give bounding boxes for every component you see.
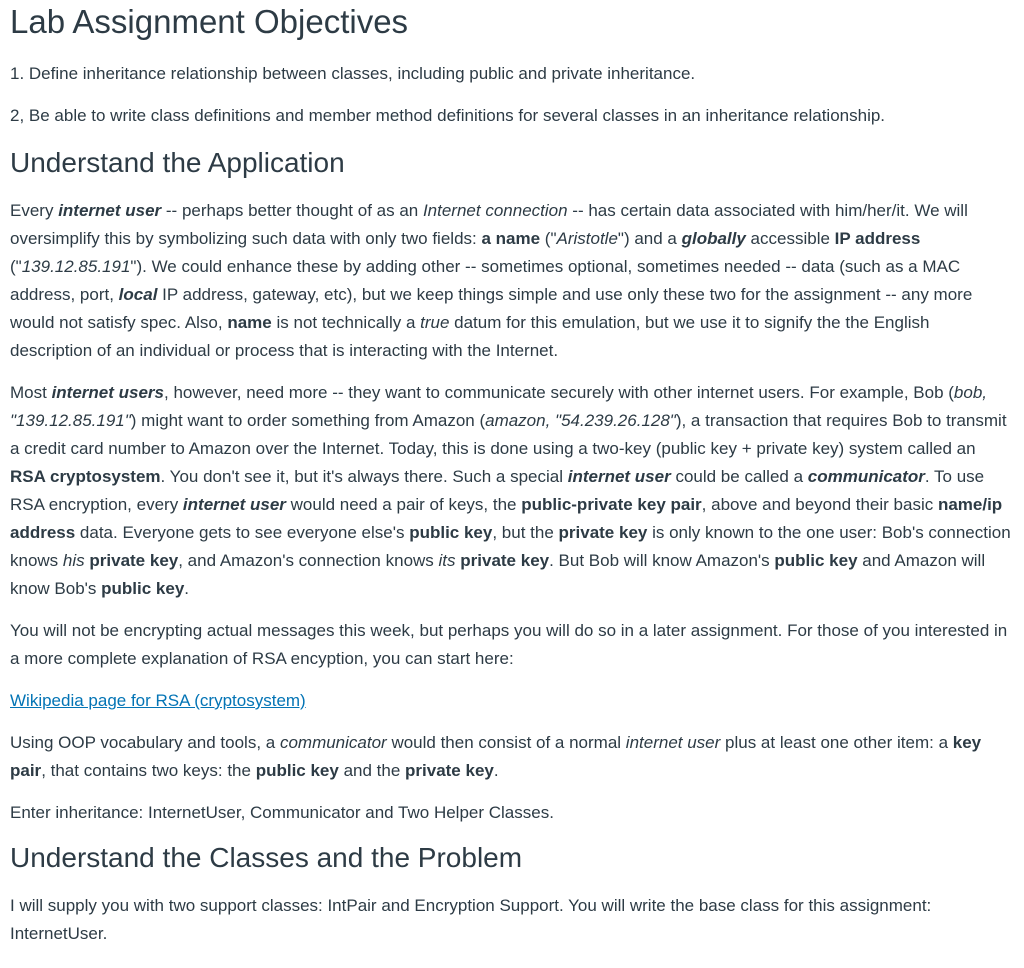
text-segment: Internet connection (422, 201, 568, 220)
text-segment: is not technically a (271, 313, 421, 332)
text-segment: , however, need more -- they want to communicate securely with other internet users. For example, Bob ( (164, 383, 954, 402)
text-segment: . But Bob will know Amazon's (549, 551, 775, 570)
text-segment: 139.12.85.191 (21, 257, 131, 276)
text-segment: . (184, 579, 190, 598)
text-segment: I will supply you with two support classes: IntPair and Encryption Support. You will write the base class for this assignment: InternetUser. (10, 896, 932, 943)
text-segment: private key (558, 523, 648, 542)
text-segment: globally (681, 229, 746, 248)
text-segment: . (493, 761, 499, 780)
text-segment: Aristotle (556, 229, 618, 248)
text-segment: private key (89, 551, 179, 570)
link-paragraph (10, 687, 1014, 715)
text-segment: , above and beyond their basic (701, 495, 938, 514)
paragraph-communicator (10, 379, 1014, 603)
text-segment: communicator (807, 467, 925, 486)
text-segment: ") and a (617, 229, 682, 248)
text-segment: public key (409, 523, 493, 542)
text-segment: local (118, 285, 158, 304)
text-segment: IP address, gateway, etc), but we keep things simple and use only these two for the assignment -- any more would not satisfy spec. Also, (10, 285, 973, 332)
text-segment: Most (10, 383, 52, 402)
paragraph-oop (10, 729, 1014, 785)
text-segment: private key (460, 551, 550, 570)
text-segment: is only known to the one user: Bob's connection knows (10, 523, 1011, 570)
text-segment: private key (405, 761, 494, 780)
text-segment: internet user (625, 733, 721, 752)
text-segment: You will not be encrypting actual messages this week, but perhaps you will do so in a later assignment. For those of you interested in a more complete explanation of RSA encyption, you can start here: (10, 621, 1008, 668)
text-segment: . To use RSA encryption, every (10, 467, 985, 514)
text-segment: could be called a (670, 467, 808, 486)
text-segment: "). We could enhance these by adding other -- sometimes optional, sometimes needed -- data (such as a MAC address, port, (10, 257, 961, 304)
text-segment: communicator (279, 733, 387, 752)
text-segment: public key (255, 761, 339, 780)
wikipedia-rsa-link[interactable]: Wikipedia page for RSA (cryptosystem) (10, 691, 306, 710)
text-segment: and Amazon will know Bob's (10, 551, 986, 598)
text-segment: plus at least one other item: a (720, 733, 953, 752)
paragraph-internet-user (10, 197, 1014, 365)
text-segment: public key (774, 551, 858, 570)
paragraph-inheritance (10, 799, 1014, 827)
text-segment: internet user (58, 201, 162, 220)
text-segment: name/ip address (10, 495, 1003, 542)
text-segment: (" (540, 229, 557, 248)
paragraph-support-classes (10, 892, 1014, 948)
objective-2: 2, Be able to write class definitions and member method definitions for several classes in an inheritance relationship. (10, 106, 886, 125)
text-segment: his (62, 551, 85, 570)
text-segment: public-private key pair (521, 495, 702, 514)
section-heading-application: Understand the Application (10, 147, 345, 178)
text-segment: internet user (182, 495, 286, 514)
text-segment: data. Everyone gets to see everyone else's (75, 523, 410, 542)
text-segment: accessible (745, 229, 835, 248)
text-segment: . You don't see it, but it's always there. Such a special (160, 467, 568, 486)
section-heading-classes: Understand the Classes and the Problem (10, 842, 523, 873)
text-segment: , and Amazon's connection knows (178, 551, 439, 570)
paragraph-rsa-intro (10, 617, 1014, 673)
text-segment: , but the (492, 523, 559, 542)
text-segment: key pair (10, 733, 982, 780)
text-segment: internet users (51, 383, 164, 402)
text-segment: public key (101, 579, 185, 598)
text-segment: true (420, 313, 450, 332)
text-segment: its (438, 551, 456, 570)
page-title: Lab Assignment Objectives (10, 3, 409, 40)
text-segment: a name (481, 229, 541, 248)
text-segment: ) might want to order something from Amazon ( (130, 411, 486, 430)
objective-1: 1. Define inheritance relationship between classes, including public and private inheritance. (10, 64, 696, 83)
text-segment: -- has certain data associated with him/her/it. We will oversimplify this by symbolizing such data with only two fields: (10, 201, 968, 248)
text-segment: Using OOP vocabulary and tools, a (10, 733, 280, 752)
text-segment: bob, "139.12.85.191" (10, 383, 988, 430)
text-segment: , that contains two keys: the (41, 761, 256, 780)
text-segment: ), a transaction that requires Bob to transmit a credit card number to Amazon over the Internet. Today, this is done using a two-key (public key + private key) system called an (10, 411, 1007, 458)
text-segment: Every (10, 201, 59, 220)
text-segment: internet user (567, 467, 671, 486)
text-segment: amazon, "54.239.26.128" (485, 411, 676, 430)
text-segment: would need a pair of keys, the (285, 495, 522, 514)
text-segment: Enter inheritance: InternetUser, Communicator and Two Helper Classes. (10, 803, 554, 822)
text-segment: IP address (834, 229, 921, 248)
text-segment: and the (338, 761, 406, 780)
text-segment: name (227, 313, 272, 332)
text-segment: -- perhaps better thought of as an (161, 201, 423, 220)
text-segment: (" (10, 257, 22, 276)
text-segment: would then consist of a normal (386, 733, 626, 752)
text-segment: datum for this emulation, but we use it to signify the the English description of an individual or process that is interacting with the Internet. (10, 313, 930, 360)
text-segment: RSA cryptosystem (10, 467, 161, 486)
